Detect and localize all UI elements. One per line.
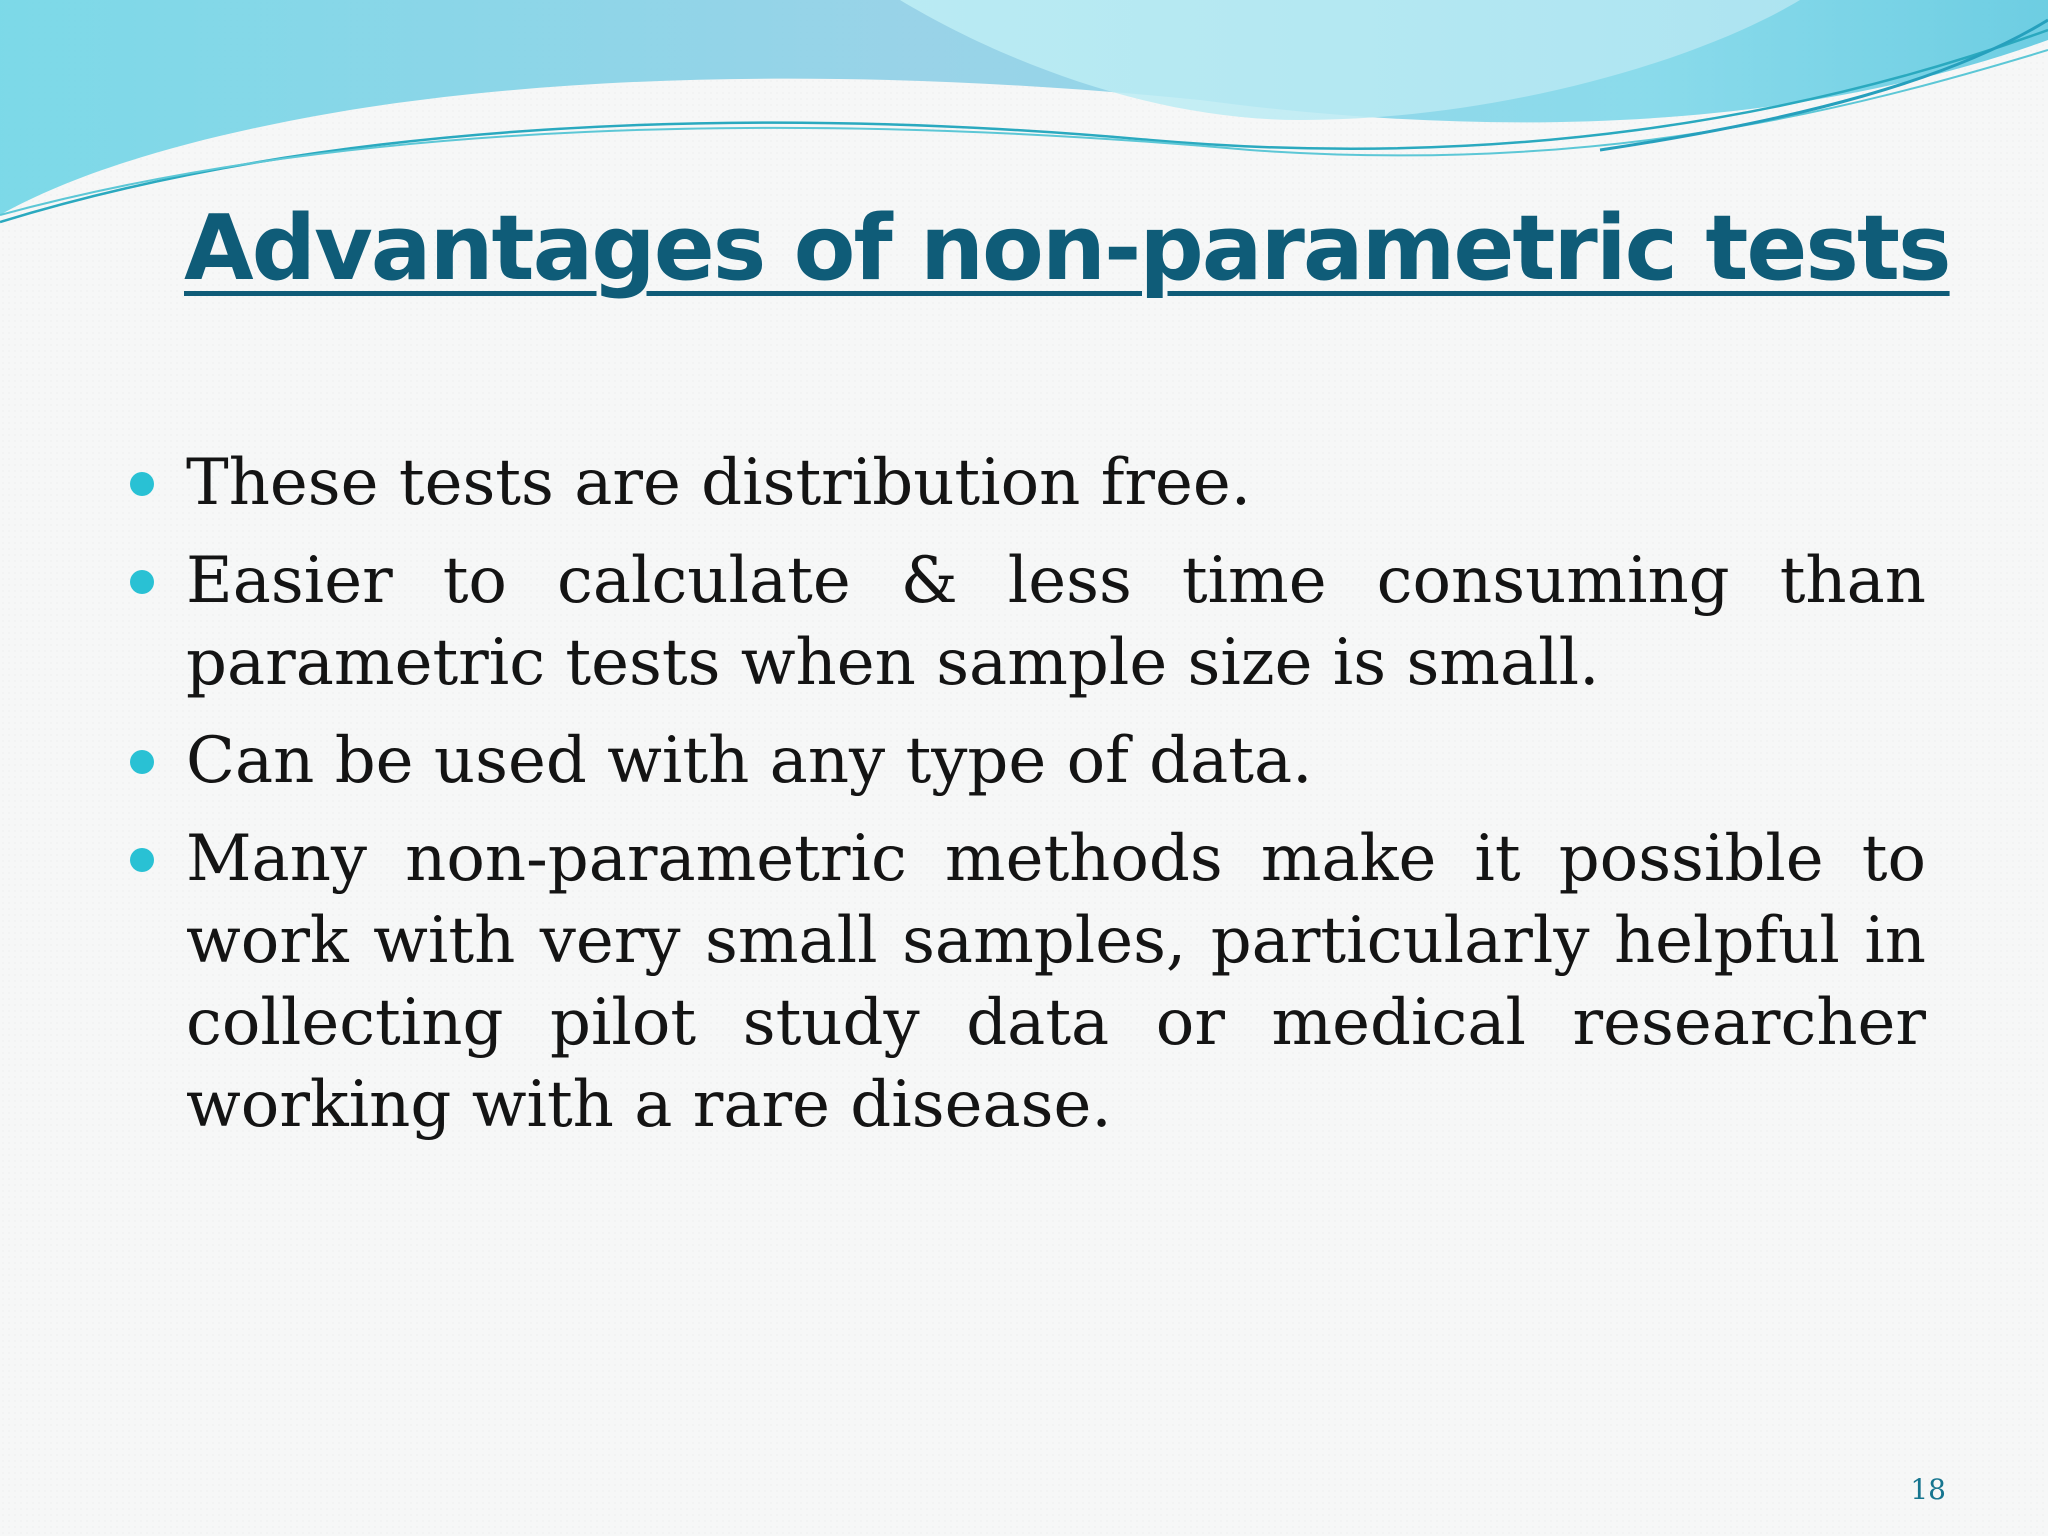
bullet-item <box>186 442 1926 524</box>
bullet-dot-icon <box>130 472 154 496</box>
bullet-item <box>186 540 1926 704</box>
page-number: 18 <box>1910 1473 1946 1506</box>
slide-title: Advantages of non-parametric tests <box>184 196 1950 301</box>
bullet-dot-icon <box>130 570 154 594</box>
bullet-text: These tests are distribution free. <box>186 446 1252 520</box>
bullet-text: Can be used with any type of data. <box>186 724 1313 798</box>
bullet-item <box>186 720 1926 802</box>
bullet-text: Easier to calculate & less time consuming than parametric tests when sample size is small. <box>186 544 1926 700</box>
bullet-dot-icon <box>130 750 154 774</box>
bullet-text: Many non-parametric methods make it possible to work with very small samples, particularly helpful in collecting pilot study data or medical researcher working with a rare disease. <box>186 822 1926 1142</box>
bullet-dot-icon <box>130 848 154 872</box>
bullet-list <box>186 442 1926 1162</box>
bullet-item <box>186 818 1926 1146</box>
